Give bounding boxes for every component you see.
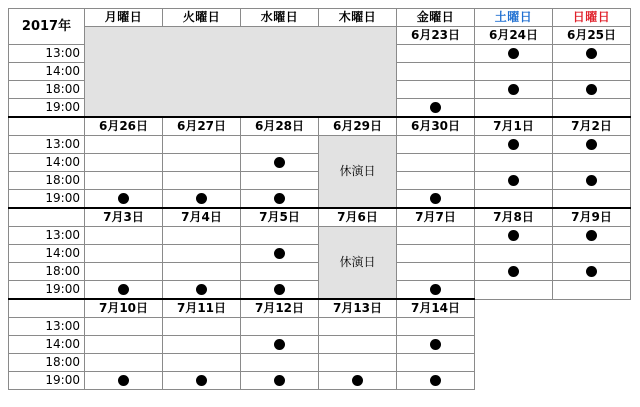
slot-cell xyxy=(85,354,163,372)
performance-dot-icon xyxy=(118,193,129,204)
slot-cell xyxy=(475,245,553,263)
time-label: 19:00 xyxy=(9,99,85,118)
slot-cell xyxy=(241,172,319,190)
schedule-calendar xyxy=(8,8,631,390)
performance-dot-icon xyxy=(430,193,441,204)
date-row xyxy=(9,27,631,45)
slot-cell xyxy=(475,190,553,209)
slot-cell xyxy=(241,372,319,390)
date-cell: 6月23日 xyxy=(397,27,475,45)
slot-cell xyxy=(475,81,553,99)
time-row xyxy=(9,227,631,245)
slot-cell xyxy=(163,190,241,209)
slot-cell xyxy=(475,45,553,63)
closed-day-cell: 休演日 xyxy=(319,227,397,300)
slot-cell xyxy=(553,263,631,281)
performance-dot-icon xyxy=(274,339,285,350)
date-cell: 6月24日 xyxy=(475,27,553,45)
slot-cell xyxy=(397,263,475,281)
date-cell: 7月12日 xyxy=(241,299,319,318)
slot-cell xyxy=(241,318,319,336)
weekday-header: 土曜日 xyxy=(475,9,553,27)
slot-cell xyxy=(85,154,163,172)
weekday-header: 金曜日 xyxy=(397,9,475,27)
date-row xyxy=(9,299,631,318)
slot-cell xyxy=(397,154,475,172)
slot-cell xyxy=(553,281,631,300)
time-label: 13:00 xyxy=(9,227,85,245)
slot-cell xyxy=(163,263,241,281)
slot-cell xyxy=(397,281,475,300)
performance-dot-icon xyxy=(508,84,519,95)
performance-dot-icon xyxy=(586,139,597,150)
date-cell: 7月13日 xyxy=(319,299,397,318)
slot-cell xyxy=(553,81,631,99)
slot-cell xyxy=(553,190,631,209)
date-cell: 6月29日 xyxy=(319,117,397,136)
slot-cell xyxy=(85,372,163,390)
performance-dot-icon xyxy=(430,102,441,113)
date-cell: 7月8日 xyxy=(475,208,553,227)
slot-cell xyxy=(397,172,475,190)
slot-cell xyxy=(85,281,163,300)
slot-cell xyxy=(163,281,241,300)
time-label: 14:00 xyxy=(9,154,85,172)
slot-cell xyxy=(475,63,553,81)
slot-cell xyxy=(475,263,553,281)
slot-cell xyxy=(397,190,475,209)
slot-cell xyxy=(85,172,163,190)
slot-cell xyxy=(319,318,397,336)
slot-cell xyxy=(319,372,397,390)
date-row-spacer xyxy=(9,208,85,227)
slot-cell xyxy=(397,372,475,390)
time-label: 13:00 xyxy=(9,45,85,63)
performance-dot-icon xyxy=(274,193,285,204)
date-cell: 7月3日 xyxy=(85,208,163,227)
performance-dot-icon xyxy=(274,248,285,259)
performance-dot-icon xyxy=(196,284,207,295)
date-cell: 7月2日 xyxy=(553,117,631,136)
slot-cell xyxy=(397,63,475,81)
performance-dot-icon xyxy=(508,175,519,186)
weekday-header: 火曜日 xyxy=(163,9,241,27)
date-cell: 6月25日 xyxy=(553,27,631,45)
date-cell: 6月26日 xyxy=(85,117,163,136)
date-cell: 7月1日 xyxy=(475,117,553,136)
performance-dot-icon xyxy=(586,84,597,95)
time-label: 18:00 xyxy=(9,354,85,372)
performance-dot-icon xyxy=(508,48,519,59)
date-row xyxy=(9,117,631,136)
performance-dot-icon xyxy=(430,284,441,295)
schedule-table xyxy=(8,8,631,390)
slot-cell xyxy=(475,136,553,154)
slot-cell xyxy=(553,99,631,118)
date-cell: 6月27日 xyxy=(163,117,241,136)
slot-cell xyxy=(85,190,163,209)
date-cell: 7月6日 xyxy=(319,208,397,227)
unscheduled-block xyxy=(85,27,397,118)
slot-cell xyxy=(553,227,631,245)
weekday-header: 日曜日 xyxy=(553,9,631,27)
slot-cell xyxy=(553,172,631,190)
date-row-spacer xyxy=(9,117,85,136)
slot-cell xyxy=(85,336,163,354)
date-cell: 7月4日 xyxy=(163,208,241,227)
date-cell: 7月10日 xyxy=(85,299,163,318)
slot-cell xyxy=(85,245,163,263)
performance-dot-icon xyxy=(274,284,285,295)
date-cell: 6月28日 xyxy=(241,117,319,136)
slot-cell xyxy=(397,227,475,245)
slot-cell xyxy=(163,336,241,354)
performance-dot-icon xyxy=(118,375,129,386)
slot-cell xyxy=(553,63,631,81)
slot-cell xyxy=(553,154,631,172)
performance-dot-icon xyxy=(508,230,519,241)
weekday-header: 月曜日 xyxy=(85,9,163,27)
empty-cell xyxy=(553,299,631,390)
date-cell: 7月9日 xyxy=(553,208,631,227)
slot-cell xyxy=(163,245,241,263)
slot-cell xyxy=(475,227,553,245)
slot-cell xyxy=(241,263,319,281)
slot-cell xyxy=(475,99,553,118)
slot-cell xyxy=(241,227,319,245)
performance-dot-icon xyxy=(586,266,597,277)
weekday-header-row xyxy=(9,9,631,27)
slot-cell xyxy=(397,318,475,336)
performance-dot-icon xyxy=(430,339,441,350)
slot-cell xyxy=(241,190,319,209)
slot-cell xyxy=(163,318,241,336)
time-label: 14:00 xyxy=(9,63,85,81)
time-label: 18:00 xyxy=(9,263,85,281)
performance-dot-icon xyxy=(274,375,285,386)
time-label: 19:00 xyxy=(9,281,85,300)
performance-dot-icon xyxy=(508,266,519,277)
slot-cell xyxy=(397,245,475,263)
time-label: 14:00 xyxy=(9,336,85,354)
time-label: 18:00 xyxy=(9,172,85,190)
slot-cell xyxy=(241,281,319,300)
date-cell: 7月5日 xyxy=(241,208,319,227)
slot-cell xyxy=(475,172,553,190)
year-label: 2017年 xyxy=(9,9,85,45)
weekday-header: 水曜日 xyxy=(241,9,319,27)
slot-cell xyxy=(85,227,163,245)
slot-cell xyxy=(241,136,319,154)
performance-dot-icon xyxy=(430,375,441,386)
slot-cell xyxy=(241,245,319,263)
date-row-spacer xyxy=(9,299,85,318)
weekday-header: 木曜日 xyxy=(319,9,397,27)
performance-dot-icon xyxy=(274,157,285,168)
slot-cell xyxy=(397,45,475,63)
slot-cell xyxy=(397,336,475,354)
time-label: 19:00 xyxy=(9,190,85,209)
time-label: 14:00 xyxy=(9,245,85,263)
slot-cell xyxy=(85,136,163,154)
slot-cell xyxy=(163,354,241,372)
performance-dot-icon xyxy=(586,48,597,59)
performance-dot-icon xyxy=(352,375,363,386)
performance-dot-icon xyxy=(586,175,597,186)
time-label: 13:00 xyxy=(9,136,85,154)
slot-cell xyxy=(163,372,241,390)
slot-cell xyxy=(475,154,553,172)
slot-cell xyxy=(163,154,241,172)
slot-cell xyxy=(85,318,163,336)
performance-dot-icon xyxy=(508,139,519,150)
slot-cell xyxy=(475,281,553,300)
performance-dot-icon xyxy=(118,284,129,295)
slot-cell xyxy=(163,136,241,154)
time-label: 18:00 xyxy=(9,81,85,99)
time-label: 19:00 xyxy=(9,372,85,390)
date-cell: 7月7日 xyxy=(397,208,475,227)
slot-cell xyxy=(553,245,631,263)
slot-cell xyxy=(163,227,241,245)
date-row xyxy=(9,208,631,227)
closed-day-cell: 休演日 xyxy=(319,136,397,209)
date-cell: 7月14日 xyxy=(397,299,475,318)
time-label: 13:00 xyxy=(9,318,85,336)
performance-dot-icon xyxy=(586,230,597,241)
date-cell: 6月30日 xyxy=(397,117,475,136)
slot-cell xyxy=(319,354,397,372)
slot-cell xyxy=(397,354,475,372)
time-row xyxy=(9,136,631,154)
slot-cell xyxy=(397,136,475,154)
slot-cell xyxy=(397,99,475,118)
slot-cell xyxy=(553,45,631,63)
slot-cell xyxy=(241,154,319,172)
performance-dot-icon xyxy=(196,375,207,386)
slot-cell xyxy=(241,336,319,354)
slot-cell xyxy=(163,172,241,190)
slot-cell xyxy=(553,136,631,154)
date-cell: 7月11日 xyxy=(163,299,241,318)
slot-cell xyxy=(319,336,397,354)
slot-cell xyxy=(85,263,163,281)
empty-cell xyxy=(475,299,553,390)
slot-cell xyxy=(397,81,475,99)
performance-dot-icon xyxy=(196,193,207,204)
slot-cell xyxy=(241,354,319,372)
